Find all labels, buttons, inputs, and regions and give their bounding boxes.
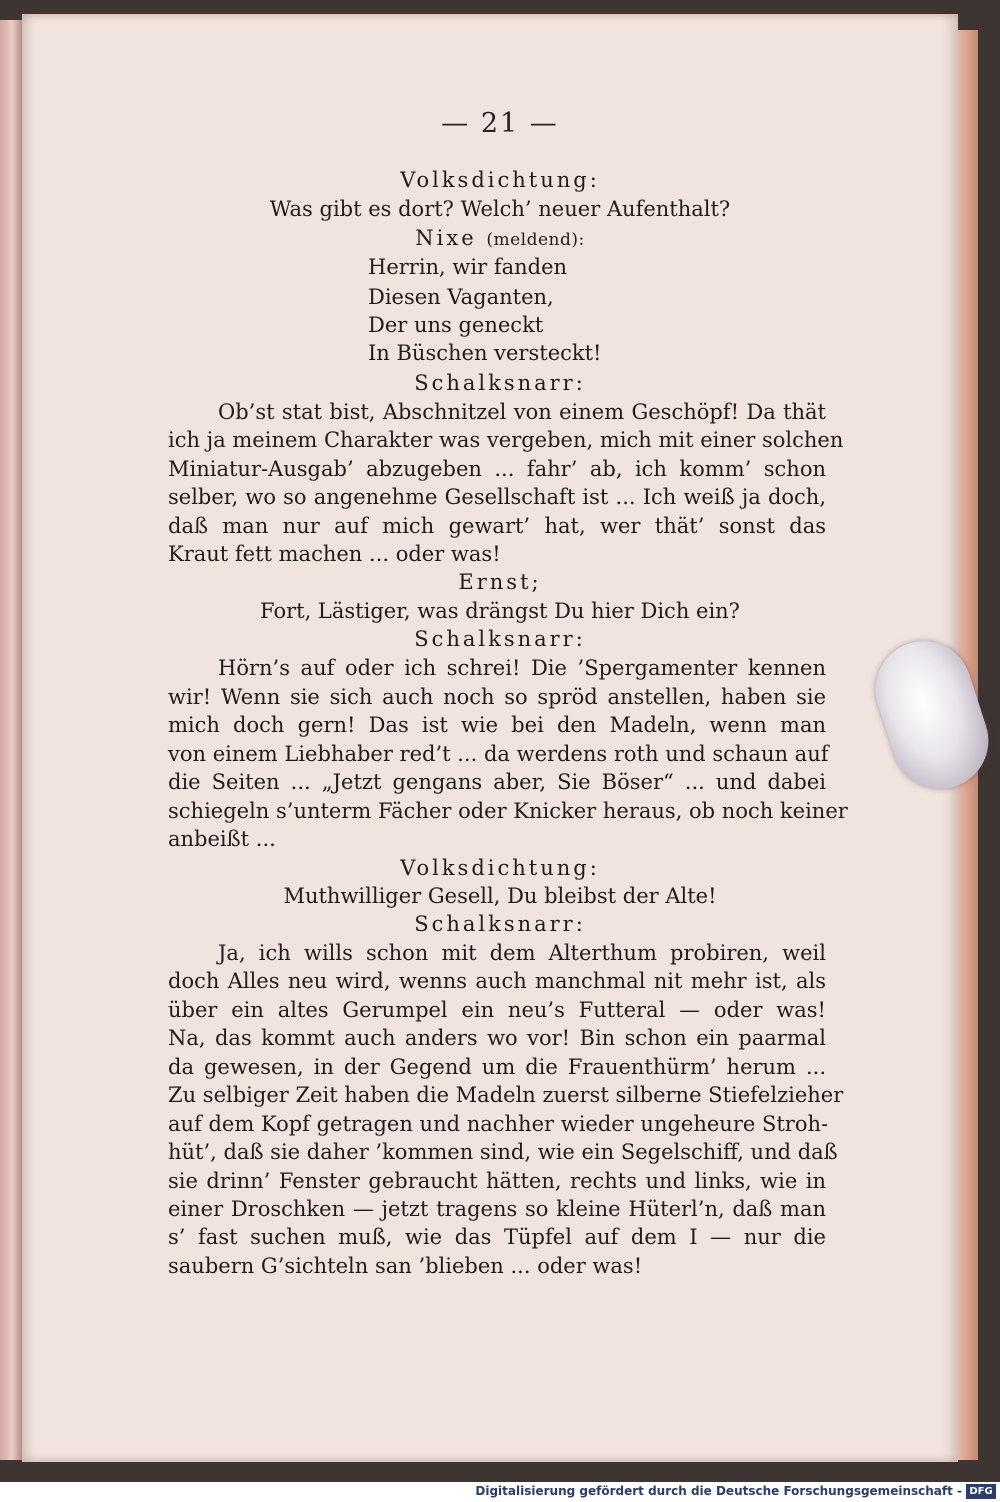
- prose-line: anbeißt ...: [168, 827, 276, 851]
- speaker-name: Volksdichtung:: [400, 856, 600, 880]
- speaker-name: Schalksnarr:: [414, 627, 586, 651]
- verse-line: Der uns geneckt: [368, 313, 544, 337]
- speaker-name: Schalksnarr:: [414, 371, 586, 395]
- verse-line: Muthwilliger Gesell, Du bleibst der Alte!: [283, 884, 717, 908]
- prose-line: sie drinn’ Fenster gebraucht hätten, rechts und links, wie in: [168, 1169, 826, 1193]
- prose-line: mich doch gern! Das ist wie bei den Madeln, wenn man: [168, 713, 826, 737]
- prose-line: Miniatur-Ausgab’ abzugeben ... fahr’ ab, ich komm’ schon: [168, 457, 826, 481]
- speaker-name: [0, 226, 1000, 250]
- prose-line: ich ja meinem Charakter was vergeben, mich mit einer solchen: [168, 428, 844, 452]
- prose-line: Ob’st stat bist, Abschnitzel von einem Geschöpf! Da thät: [218, 400, 826, 424]
- speaker-name-text: Nixe: [415, 226, 477, 250]
- stage-direction: (meldend):: [486, 230, 585, 250]
- prose-line: hüt’, daß sie daher ’kommen sind, wie ein Segelschiff, und daß: [168, 1140, 838, 1164]
- prose-line: schiegeln s’unterm Fächer oder Knicker heraus, ob noch keiner: [168, 799, 848, 823]
- speaker-name: Schalksnarr:: [414, 912, 586, 936]
- speaker-name: Ernst;: [458, 570, 542, 594]
- prose-line: daß man nur auf mich gewart’ hat, wer thät’ sonst das: [168, 514, 826, 538]
- prose-line: Zu selbiger Zeit haben die Madeln zuerst silberne Stiefelzieher: [168, 1083, 844, 1107]
- prose-line: über ein altes Gerumpel ein neu’s Futteral — oder was!: [168, 998, 826, 1022]
- verse-line: Was gibt es dort? Welch’ neuer Aufenthalt?: [269, 197, 731, 221]
- prose-line: doch Alles neu wird, wenns auch manchmal nit mehr ist, als: [168, 969, 826, 993]
- digitization-footer: [0, 1482, 1000, 1502]
- verse-line: Fort, Lästiger, was drängst Du hier Dich ein?: [260, 599, 740, 623]
- dfg-logo: DFG: [966, 1484, 996, 1499]
- page-number: — 21 —: [441, 108, 559, 139]
- prose-line: saubern G’sichteln san ’blieben ... oder was!: [168, 1254, 643, 1278]
- prose-line: von einem Liebhaber red’t ... da werdens roth und schaun auf: [168, 742, 829, 766]
- prose-line: selber, wo so angenehme Gesellschaft ist ... Ich weiß ja doch,: [168, 485, 826, 509]
- prose-line: s’ fast suchen muß, wie das Tüpfel auf dem I — nur die: [168, 1225, 826, 1249]
- prose-line: Ja, ich wills schon mit dem Alterthum probiren, weil: [218, 941, 826, 965]
- verse-line: In Büschen versteckt!: [368, 341, 602, 365]
- verse-line: Diesen Vaganten,: [368, 285, 554, 309]
- verse-line: Herrin, wir fanden: [368, 255, 568, 279]
- prose-line: Kraut fett machen ... oder was!: [168, 542, 501, 566]
- prose-line: Na, das kommt auch anders wo vor! Bin schon ein paarmal: [168, 1026, 826, 1050]
- footer-credit: Digitalisierung gefördert durch die Deutsche Forschungsgemeinschaft -: [475, 1484, 962, 1498]
- prose-line: Hörn’s auf oder ich schrei! Die ’Spergamenter kennen: [218, 656, 826, 680]
- prose-line: da gewesen, in der Gegend um die Frauenthürm’ herum ...: [168, 1055, 826, 1079]
- speaker-name: Volksdichtung:: [400, 168, 600, 192]
- prose-line: wir! Wenn sie sich auch noch so spröd anstellen, haben sie: [168, 685, 826, 709]
- prose-line: die Seiten ... „Jetzt gengans aber, Sie Böser“ ... und dabei: [168, 770, 826, 794]
- prose-line: auf dem Kopf getragen und nachher wieder ungeheure Stroh-: [168, 1112, 829, 1136]
- prose-line: einer Droschken — jetzt tragens so kleine Hüterl’n, daß man: [168, 1197, 826, 1221]
